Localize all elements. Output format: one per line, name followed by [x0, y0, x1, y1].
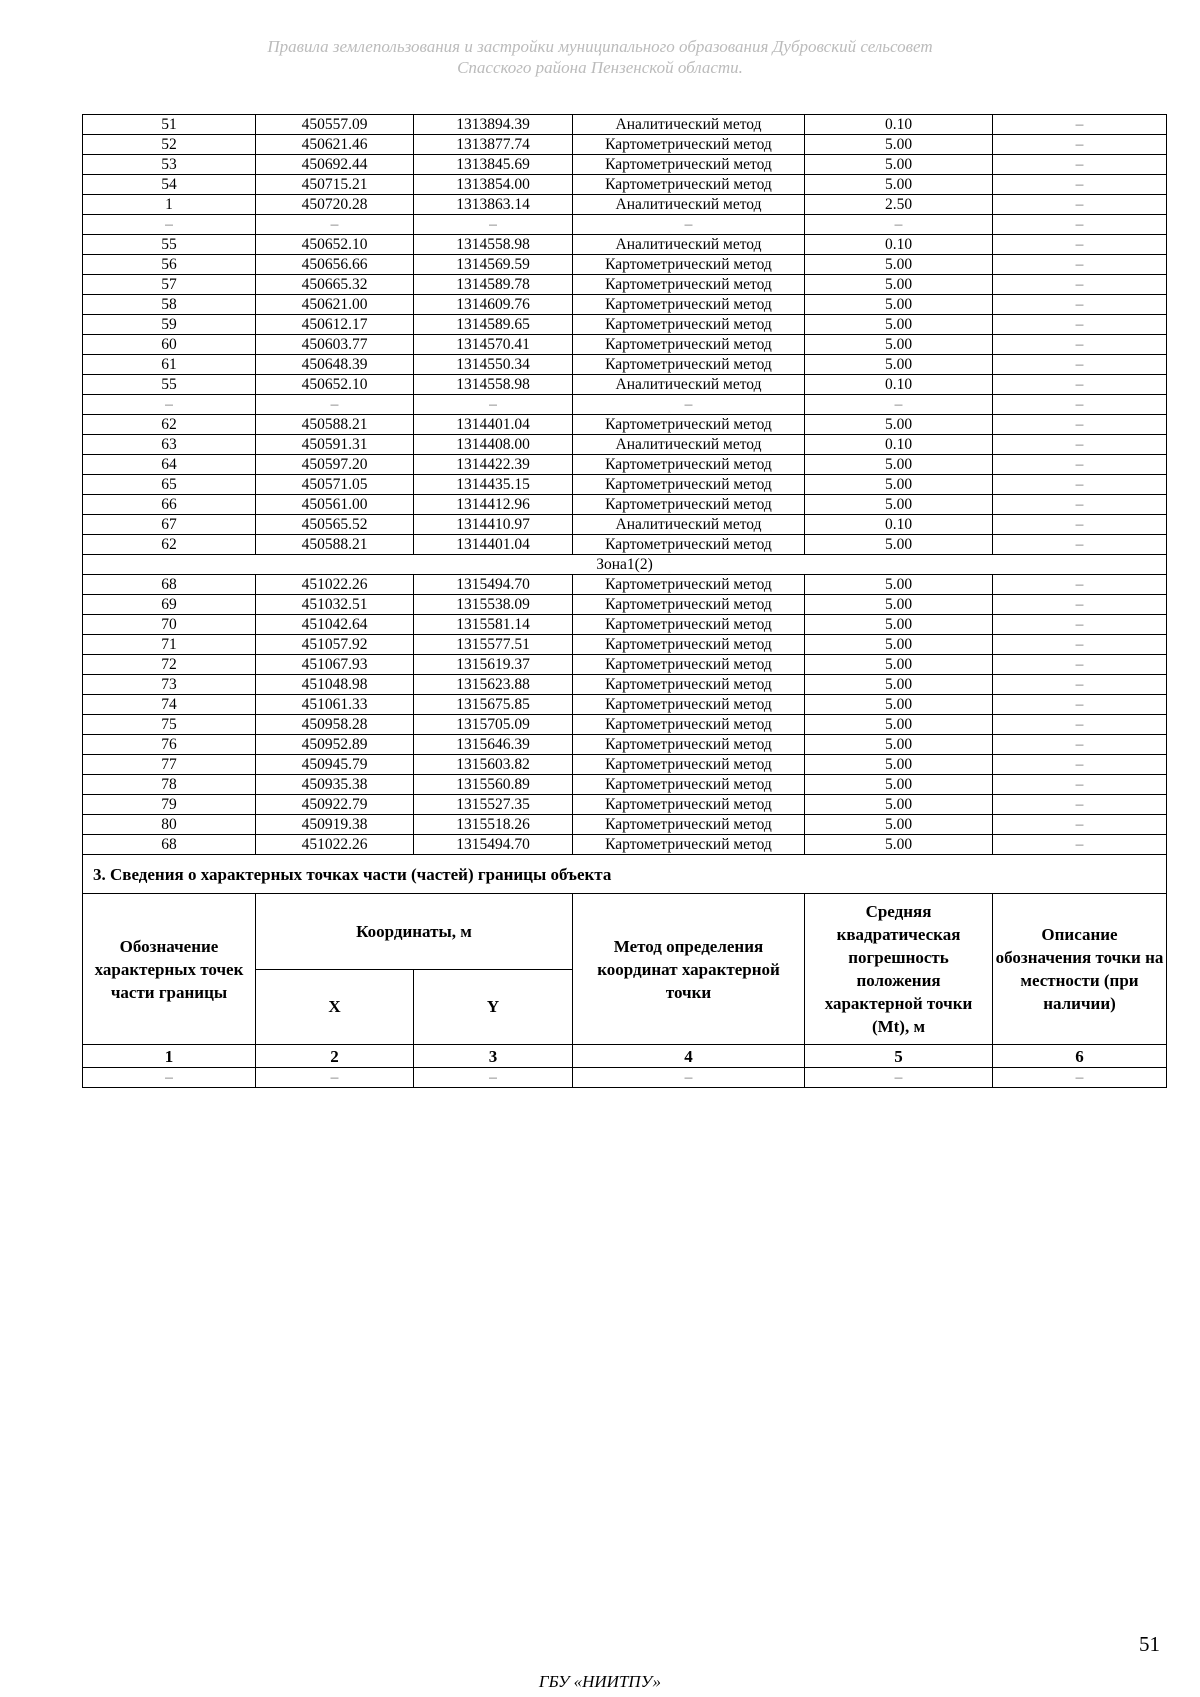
page-footer: ГБУ «НИИТПУ» [538, 1672, 662, 1691]
table-cell: 1315494.70 [414, 835, 573, 855]
table-cell: 62 [83, 535, 256, 555]
table-cell: 0.10 [805, 435, 993, 455]
table-cell: – [993, 615, 1167, 635]
table-cell: 450652.10 [256, 375, 414, 395]
table-cell: Картометрический метод [573, 355, 805, 375]
table-cell: 1314422.39 [414, 455, 573, 475]
table-cell: Картометрический метод [573, 275, 805, 295]
table-row [83, 655, 1167, 675]
col-header-method: Метод определения координат характерной точки [573, 894, 805, 1045]
table-cell: 450621.46 [256, 135, 414, 155]
table-cell: – [993, 655, 1167, 675]
table-cell: – [993, 315, 1167, 335]
col-header-x: X [256, 969, 414, 1045]
table-cell: 61 [83, 355, 256, 375]
column-number: 1 [83, 1045, 256, 1068]
table-cell: 5.00 [805, 635, 993, 655]
table-cell: – [414, 395, 573, 415]
table-cell: 5.00 [805, 355, 993, 375]
table-cell: 68 [83, 575, 256, 595]
table-cell: – [993, 815, 1167, 835]
table-cell: 1315705.09 [414, 715, 573, 735]
table-cell: 451042.64 [256, 615, 414, 635]
table-cell: 1314412.96 [414, 495, 573, 515]
table-row [83, 575, 1167, 595]
table-cell: 1315527.35 [414, 795, 573, 815]
table-cell: Картометрический метод [573, 615, 805, 635]
table-cell: 56 [83, 255, 256, 275]
table-cell: – [993, 115, 1167, 135]
page-number: 51 [1139, 1632, 1160, 1656]
table-cell: 1314558.98 [414, 235, 573, 255]
table-cell: 75 [83, 715, 256, 735]
page-header [0, 36, 1200, 78]
table-cell: 450621.00 [256, 295, 414, 315]
col-header-coords: Координаты, м [256, 894, 573, 970]
table-cell: – [993, 175, 1167, 195]
table-cell: 78 [83, 775, 256, 795]
table-cell: 1314401.04 [414, 415, 573, 435]
table-cell: Картометрический метод [573, 795, 805, 815]
table-cell: – [83, 1068, 256, 1088]
table-cell: 5.00 [805, 795, 993, 815]
column-number: 6 [993, 1045, 1167, 1068]
column-numbers-row [83, 1045, 1167, 1068]
table-row [83, 695, 1167, 715]
column-number: 5 [805, 1045, 993, 1068]
table-cell: 68 [83, 835, 256, 855]
table-cell: Картометрический метод [573, 835, 805, 855]
table-cell: – [993, 535, 1167, 555]
table-cell: 1315577.51 [414, 635, 573, 655]
table-cell: Картометрический метод [573, 455, 805, 475]
table-row [83, 375, 1167, 395]
table-cell: 451022.26 [256, 835, 414, 855]
table-cell: – [993, 695, 1167, 715]
table-cell: Картометрический метод [573, 635, 805, 655]
col-header-error-text: Средняя квадратическая погрешность положения характерной точки (Mt), м [824, 902, 973, 1036]
table-cell: – [573, 1068, 805, 1088]
table-cell: 0.10 [805, 515, 993, 535]
table-row [83, 715, 1167, 735]
table-cell: – [573, 395, 805, 415]
table-cell: Картометрический метод [573, 295, 805, 315]
table-cell: 1313863.14 [414, 195, 573, 215]
table-cell: – [256, 395, 414, 415]
table-cell: 60 [83, 335, 256, 355]
table-cell: 0.10 [805, 115, 993, 135]
table-cell: 5.00 [805, 835, 993, 855]
header-line-1: Правила землепользования и застройки муниципального образования Дубровский сельсовет [267, 37, 933, 56]
table-cell: – [993, 155, 1167, 175]
table-cell: Картометрический метод [573, 155, 805, 175]
table-cell: 450557.09 [256, 115, 414, 135]
table-cell: – [993, 715, 1167, 735]
table-cell: 450591.31 [256, 435, 414, 455]
table-cell: – [993, 455, 1167, 475]
table-cell: 53 [83, 155, 256, 175]
table-row [83, 275, 1167, 295]
table-row [83, 335, 1167, 355]
table-cell: Картометрический метод [573, 415, 805, 435]
table-cell: 451067.93 [256, 655, 414, 675]
table-cell: 450648.39 [256, 355, 414, 375]
table-cell: 5.00 [805, 655, 993, 675]
table-row [83, 355, 1167, 375]
table-cell: – [414, 215, 573, 235]
table-cell: – [993, 415, 1167, 435]
table-cell: 77 [83, 755, 256, 775]
table-row [83, 175, 1167, 195]
table-row [83, 415, 1167, 435]
table-cell: 74 [83, 695, 256, 715]
table-body-zone-2 [83, 575, 1167, 855]
table-cell: 52 [83, 135, 256, 155]
table-cell: 1315603.82 [414, 755, 573, 775]
table-cell: Картометрический метод [573, 255, 805, 275]
table-cell: Картометрический метод [573, 675, 805, 695]
table-cell: – [993, 195, 1167, 215]
table-row [83, 455, 1167, 475]
table-cell: 62 [83, 415, 256, 435]
table-cell: 450922.79 [256, 795, 414, 815]
table-cell: Картометрический метод [573, 535, 805, 555]
table-cell: 450720.28 [256, 195, 414, 215]
table-cell: 1315518.26 [414, 815, 573, 835]
table-cell: 1 [83, 195, 256, 215]
table-cell: 450588.21 [256, 535, 414, 555]
column-number: 4 [573, 1045, 805, 1068]
table-cell: Картометрический метод [573, 815, 805, 835]
table-cell: – [414, 1068, 573, 1088]
table-cell: 450935.38 [256, 775, 414, 795]
table-cell: 66 [83, 495, 256, 515]
table-cell: – [993, 635, 1167, 655]
table-cell: Картометрический метод [573, 495, 805, 515]
table-cell: 72 [83, 655, 256, 675]
table-cell: – [83, 215, 256, 235]
table-cell: 450565.52 [256, 515, 414, 535]
table-cell: – [993, 475, 1167, 495]
table-cell: – [993, 215, 1167, 235]
table-cell: Аналитический метод [573, 515, 805, 535]
table-cell: 1314558.98 [414, 375, 573, 395]
table-cell: 5.00 [805, 315, 993, 335]
table-cell: – [993, 795, 1167, 815]
col-header-y: Y [414, 969, 573, 1045]
header-line-2: Спасского района Пензенской области. [457, 58, 743, 77]
table-cell: 55 [83, 375, 256, 395]
table-row [83, 815, 1167, 835]
table-cell: 450656.66 [256, 255, 414, 275]
table-cell: 450561.00 [256, 495, 414, 515]
table-cell: 450945.79 [256, 755, 414, 775]
table-cell: 5.00 [805, 675, 993, 695]
table-cell: Картометрический метод [573, 715, 805, 735]
table-cell: 5.00 [805, 275, 993, 295]
table-cell: – [993, 595, 1167, 615]
table-cell: 5.00 [805, 615, 993, 635]
table-cell: 1314589.78 [414, 275, 573, 295]
table-cell: 450958.28 [256, 715, 414, 735]
column-number: 3 [414, 1045, 573, 1068]
table-cell: Картометрический метод [573, 695, 805, 715]
table-cell: 1313877.74 [414, 135, 573, 155]
table-cell: 54 [83, 175, 256, 195]
table-row [83, 775, 1167, 795]
table-cell: 450919.38 [256, 815, 414, 835]
table-cell: 5.00 [805, 715, 993, 735]
table-row [83, 495, 1167, 515]
table-row [83, 215, 1167, 235]
table-cell: – [83, 395, 256, 415]
table-cell: 1315619.37 [414, 655, 573, 675]
table-row [83, 195, 1167, 215]
table-cell: Картометрический метод [573, 595, 805, 615]
table-cell: – [993, 395, 1167, 415]
table-cell: 5.00 [805, 535, 993, 555]
table-row [83, 735, 1167, 755]
table-cell: 5.00 [805, 175, 993, 195]
table-row [83, 515, 1167, 535]
table-cell: 1314569.59 [414, 255, 573, 275]
table-cell: – [993, 295, 1167, 315]
table-cell: 70 [83, 615, 256, 635]
table-cell: 451032.51 [256, 595, 414, 615]
table-row [83, 315, 1167, 335]
table-cell: 1315675.85 [414, 695, 573, 715]
table-cell: – [256, 1068, 414, 1088]
table-cell: 5.00 [805, 495, 993, 515]
table-cell: 1314570.41 [414, 335, 573, 355]
table-cell: 71 [83, 635, 256, 655]
table-cell: 1314408.00 [414, 435, 573, 455]
table-cell: 1314410.97 [414, 515, 573, 535]
table-cell: 1315494.70 [414, 575, 573, 595]
table-cell: 5.00 [805, 135, 993, 155]
table-cell: 450597.20 [256, 455, 414, 475]
table-cell: 5.00 [805, 575, 993, 595]
table-cell: 450692.44 [256, 155, 414, 175]
table-cell: 5.00 [805, 475, 993, 495]
table-cell: 451048.98 [256, 675, 414, 695]
table-cell: – [993, 235, 1167, 255]
table-row [83, 295, 1167, 315]
table-row [83, 755, 1167, 775]
table-cell: 450603.77 [256, 335, 414, 355]
table-cell: – [993, 755, 1167, 775]
table-row [83, 155, 1167, 175]
table-cell: 450652.10 [256, 235, 414, 255]
section-3-title: 3. Сведения о характерных точках части (частей) границы объекта [83, 855, 1167, 894]
table-cell: 450588.21 [256, 415, 414, 435]
table-cell: – [993, 275, 1167, 295]
table-cell: 450571.05 [256, 475, 414, 495]
table-cell: 65 [83, 475, 256, 495]
table-cell: – [993, 575, 1167, 595]
table-cell: Аналитический метод [573, 435, 805, 455]
table-cell: – [573, 215, 805, 235]
zone-row [83, 555, 1167, 575]
table-cell: Аналитический метод [573, 375, 805, 395]
table-cell: 57 [83, 275, 256, 295]
table-cell: 1314609.76 [414, 295, 573, 315]
table-row [83, 615, 1167, 635]
table-cell: 1314401.04 [414, 535, 573, 555]
table-cell: 1315623.88 [414, 675, 573, 695]
table-cell: Аналитический метод [573, 195, 805, 215]
table-cell: 5.00 [805, 415, 993, 435]
section-3 [83, 855, 1167, 1088]
table-cell: Картометрический метод [573, 575, 805, 595]
table-row [83, 435, 1167, 455]
table-row [83, 675, 1167, 695]
table-cell: – [993, 255, 1167, 275]
table-cell: Аналитический метод [573, 235, 805, 255]
col-header-description: Описание обозначения точки на местности (при наличии) [993, 894, 1167, 1045]
table-cell: 51 [83, 115, 256, 135]
table-cell: – [805, 215, 993, 235]
table-cell: 451061.33 [256, 695, 414, 715]
table-cell: 5.00 [805, 775, 993, 795]
table-row [83, 795, 1167, 815]
table-cell: 1315560.89 [414, 775, 573, 795]
table-cell: – [993, 375, 1167, 395]
col-header-point: Обозначение характерных точек части границы [83, 894, 256, 1045]
table-cell: Картометрический метод [573, 655, 805, 675]
table-cell: Картометрический метод [573, 135, 805, 155]
table-cell: Картометрический метод [573, 315, 805, 335]
table-cell: 5.00 [805, 255, 993, 275]
table-cell: 5.00 [805, 455, 993, 475]
zone-label: Зона1(2) [83, 555, 1167, 575]
table-cell: 5.00 [805, 335, 993, 355]
table-cell: 64 [83, 455, 256, 475]
table-cell: 63 [83, 435, 256, 455]
coordinates-table [82, 114, 1167, 1088]
table-cell: – [993, 355, 1167, 375]
table-cell: 450952.89 [256, 735, 414, 755]
table-cell: 73 [83, 675, 256, 695]
table-cell: 69 [83, 595, 256, 615]
table-cell: 5.00 [805, 695, 993, 715]
table-cell: 79 [83, 795, 256, 815]
table-cell: Картометрический метод [573, 775, 805, 795]
table-row [83, 235, 1167, 255]
table-cell: – [256, 215, 414, 235]
table-cell: – [993, 515, 1167, 535]
table-cell: Аналитический метод [573, 115, 805, 135]
table-row [83, 475, 1167, 495]
table-cell: – [805, 1068, 993, 1088]
table-cell: 1314435.15 [414, 475, 573, 495]
table-cell: 1314550.34 [414, 355, 573, 375]
table-cell: 5.00 [805, 595, 993, 615]
table-row [83, 115, 1167, 135]
table-cell: – [993, 135, 1167, 155]
table-cell: Картометрический метод [573, 755, 805, 775]
table-cell: – [993, 335, 1167, 355]
table-cell: – [993, 495, 1167, 515]
table-cell: 5.00 [805, 155, 993, 175]
table-cell: 0.10 [805, 235, 993, 255]
column-number: 2 [256, 1045, 414, 1068]
table-row [83, 255, 1167, 275]
table-cell: 1314589.65 [414, 315, 573, 335]
table-cell: 1315538.09 [414, 595, 573, 615]
table-body-zone-1 [83, 115, 1167, 555]
table-cell: 1313845.69 [414, 155, 573, 175]
table-cell: 76 [83, 735, 256, 755]
table-cell: 5.00 [805, 295, 993, 315]
table-row [83, 635, 1167, 655]
table-cell: 450665.32 [256, 275, 414, 295]
table-cell: 1313854.00 [414, 175, 573, 195]
empty-row [83, 1068, 1167, 1088]
table-cell: – [993, 775, 1167, 795]
table-cell: 67 [83, 515, 256, 535]
table-cell: 5.00 [805, 815, 993, 835]
table-row [83, 835, 1167, 855]
table-cell: 80 [83, 815, 256, 835]
table-cell: 58 [83, 295, 256, 315]
table-row [83, 535, 1167, 555]
table-cell: 2.50 [805, 195, 993, 215]
table-row [83, 395, 1167, 415]
table-cell: – [993, 435, 1167, 455]
table-cell: – [993, 735, 1167, 755]
table-cell: – [993, 835, 1167, 855]
table-cell: 1315581.14 [414, 615, 573, 635]
table-row [83, 135, 1167, 155]
table-cell: – [805, 395, 993, 415]
table-cell: 451022.26 [256, 575, 414, 595]
table-cell: 55 [83, 235, 256, 255]
table-cell: 0.10 [805, 375, 993, 395]
table-cell: Картометрический метод [573, 735, 805, 755]
table-cell: 5.00 [805, 735, 993, 755]
table-cell: Картометрический метод [573, 475, 805, 495]
table-cell: 450715.21 [256, 175, 414, 195]
table-cell: – [993, 675, 1167, 695]
table-cell: 59 [83, 315, 256, 335]
table-cell: 451057.92 [256, 635, 414, 655]
table-cell: 5.00 [805, 755, 993, 775]
table-cell: Картометрический метод [573, 175, 805, 195]
table-cell: 450612.17 [256, 315, 414, 335]
table-cell: Картометрический метод [573, 335, 805, 355]
table-cell: 1315646.39 [414, 735, 573, 755]
table-cell: – [993, 1068, 1167, 1088]
table-row [83, 595, 1167, 615]
table-cell: 1313894.39 [414, 115, 573, 135]
col-header-error [805, 894, 993, 1045]
